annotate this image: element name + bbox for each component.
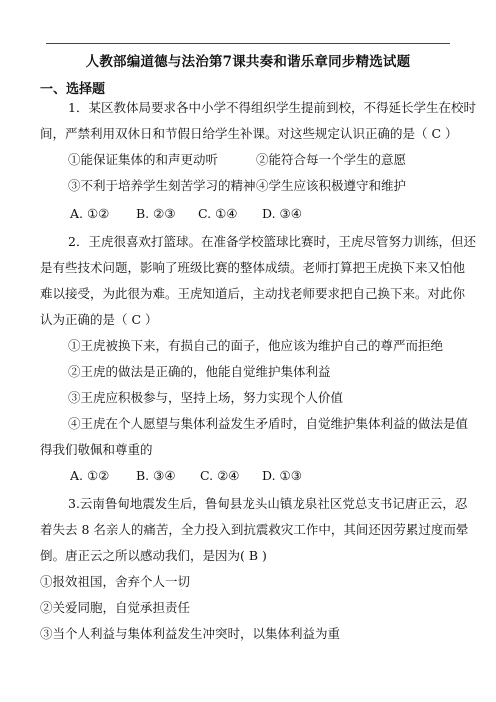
- q2-item: ④王虎在个人愿望与集体利益发生矛盾时，自觉维护集体利益的做法是值: [68, 416, 469, 431]
- q1-choice-b: B. ②③: [136, 206, 176, 221]
- q3-line: 3.云南鲁甸地震发生后，鲁甸县龙头山镇龙泉社区党总支书记唐正云，忍: [68, 496, 468, 511]
- q1-line: 1．某区教体局要求各中小学不得组织学生提前到校，不得延长学生在校时: [68, 100, 476, 115]
- q3-item: ③当个人利益与集体利益发生冲突时，以集体利益为重: [40, 626, 341, 641]
- document-title: 人教部编道德与法治第7课共奏和谐乐章同步精选试题: [85, 54, 411, 70]
- q3-item: ②关爱同胞，自觉承担责任: [40, 600, 191, 615]
- q2-item: ①王虎被换下来，有损自己的面子，他应该为维护自己的尊严而拒绝: [68, 338, 444, 353]
- q1-choice-d: D. ③④: [262, 206, 302, 221]
- q2-item: ③王虎应积极参与，坚持上场，努力实现个人价值: [68, 390, 344, 405]
- q2-choice-d: D. ①③: [262, 468, 302, 483]
- q2-choice-c: C. ②④: [200, 468, 240, 483]
- q1-item: ④学生应该积极遵守和维护: [256, 178, 407, 193]
- q3-line: 着失去 8 名亲人的痛苦，全力投入到抗震救灾工作中，其间还因劳累过度而晕: [40, 522, 469, 537]
- q1-choice-c: C. ①④: [198, 206, 238, 221]
- q1-item: ③不利于培养学生刻苦学习的精神: [68, 178, 256, 193]
- section-heading: 一、选择题: [40, 82, 106, 97]
- q2-item: 得我们敬佩和尊重的: [40, 442, 153, 457]
- q2-choice-a: A. ①②: [70, 468, 110, 483]
- q1-item: ②能符合每一个学生的意愿: [256, 152, 407, 167]
- q2-line: 认为正确的是（ C ）: [40, 312, 158, 327]
- q2-item: ②王虎的做法是正确的，他能自觉维护集体利益: [68, 364, 331, 379]
- q2-choice-b: B. ③④: [136, 468, 176, 483]
- q1-line: 间，严禁利用双休日和节假日给学生补课。对这些规定认识正确的是（ C ）: [40, 126, 458, 141]
- q2-line: 2．王虎很喜欢打篮球。在准备学校篮球比赛时，王虎尽管努力训练，但还: [68, 234, 476, 249]
- q3-item: ①报效祖国，舍弃个人一切: [40, 574, 191, 589]
- q1-item: ①能保证集体的和声更动听: [68, 152, 219, 167]
- q3-line: 倒。唐正云之所以感动我们，是因为( B ): [40, 548, 267, 563]
- q2-line: 难以接受，为此很为难。王虎知道后，主动找老师要求把自己换下来。对此你: [40, 286, 466, 301]
- q2-line: 是有些技术问题，影响了班级比赛的整体成绩。老师打算把王虎换下来又怕他: [40, 260, 466, 275]
- header-rule: [46, 43, 450, 44]
- q1-choice-a: A. ①②: [70, 206, 110, 221]
